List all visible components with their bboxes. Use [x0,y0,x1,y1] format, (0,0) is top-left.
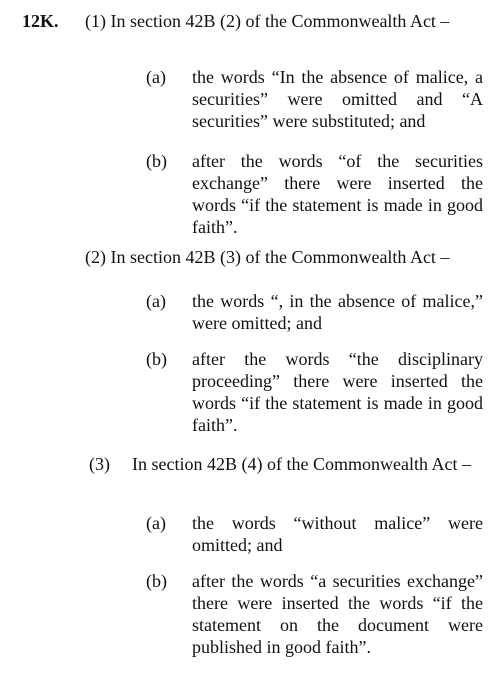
subsection-3-number: (3) [89,454,110,474]
subsection-3-intro: In section 42B (4) of the Commonwealth Act – [132,454,471,474]
subsection-3-item-a-text: the words “without malice” were omitted; and [192,513,483,555]
subsection-2-item-a-label: (a) [146,291,166,311]
subsection-3-item-a-label: (a) [146,513,166,533]
subsection-2-item-a-text: the words “, in the absence of malice,” were omitted; and [192,291,483,333]
subsection-3-item-b-label: (b) [146,571,167,591]
subsection-2-item-b-label: (b) [146,349,167,369]
subsection-1-item-b-text: after the words “of the securities exchange” there were inserted the words “if the statement is made in good faith”. [192,151,483,237]
subsection-2-intro: (2) In section 42B (3) of the Commonwealth Act – [85,247,450,267]
subsection-1-item-a-label: (a) [146,67,166,87]
section-number: 12K. [22,11,59,31]
subsection-3-item-b-text: after the words “a securities exchange” there were inserted the words “if the statement on the document were published in good faith”. [192,571,483,657]
subsection-1-item-b-label: (b) [146,151,167,171]
subsection-1-intro: (1) In section 42B (2) of the Commonwealth Act – [85,11,450,31]
subsection-1-item-a-text: the words “In the absence of malice, a securities” were omitted and “A securities” were substituted; and [192,67,483,131]
subsection-2-item-b-text: after the words “the disciplinary proceeding” there were inserted the words “if the statement is made in good faith”. [192,349,483,435]
